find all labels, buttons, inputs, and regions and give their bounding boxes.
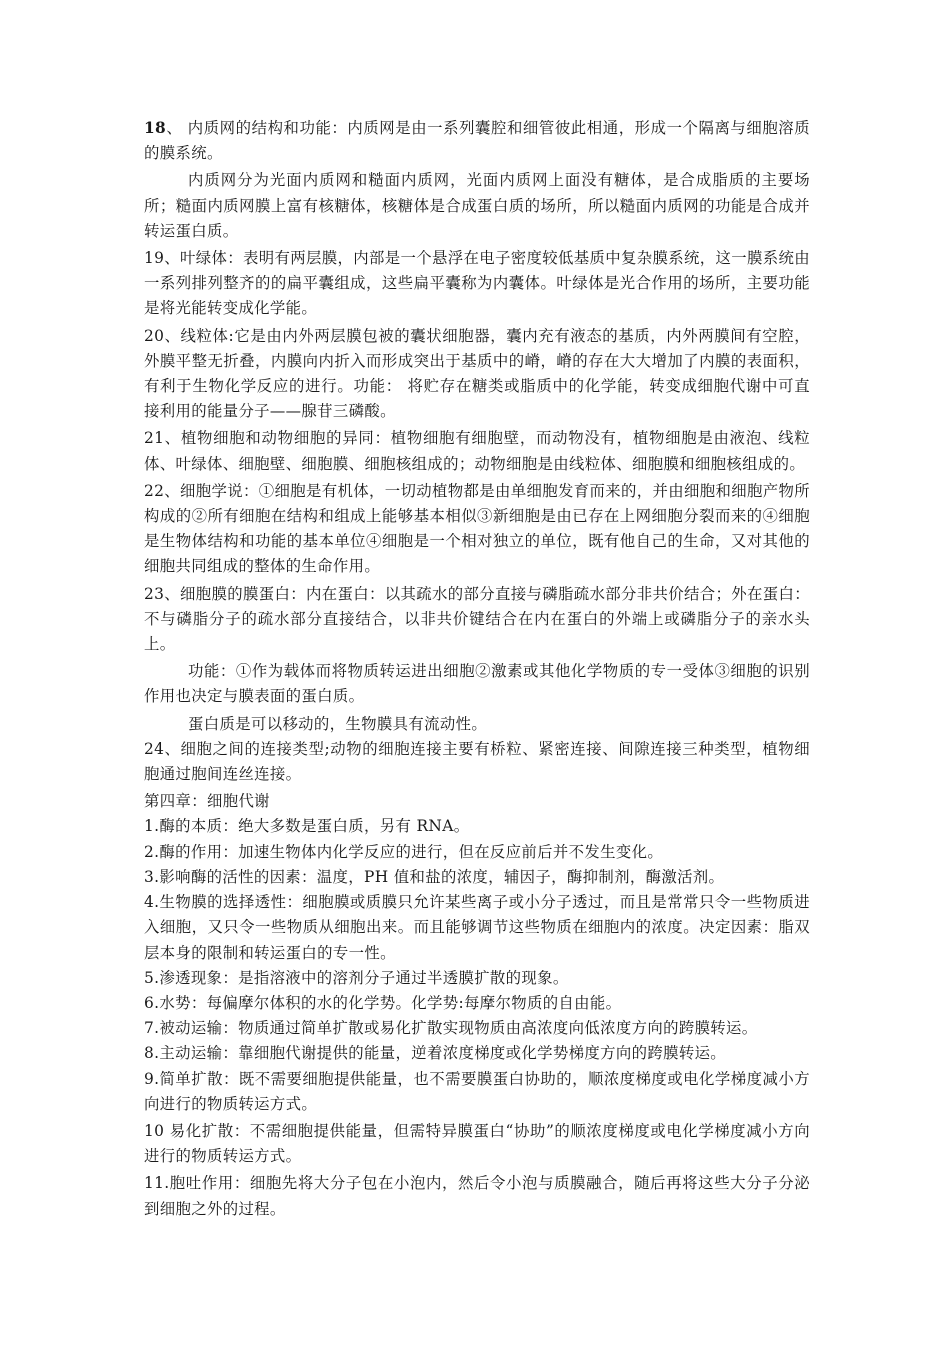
paragraph-19: 19、叶绿体：表明有两层膜，内部是一个悬浮在电子密度较低基质中复杂膜系统，这一膜系统由一系列排列整齐的的扁平囊组成，这些扁平囊称为内囊体。叶绿体是光合作用的场所，主要功能是将光能转变成化学能。 <box>144 249 810 318</box>
item-7: 7.被动运输：物质通过简单扩散或易化扩散实现物质由高浓度向低浓度方向的跨膜转运。 <box>144 1019 758 1038</box>
paragraph-23-function: 功能：①作为载体而将物质转运进出细胞②激素或其他化学物质的专一受体③细胞的识别作用也决定与膜表面的蛋白质。 <box>144 662 810 706</box>
item-8: 8.主动运输：靠细胞代谢提供的能量，逆着浓度梯度或化学势梯度方向的跨膜转运。 <box>144 1044 727 1063</box>
document-page <box>144 116 810 1224</box>
item-3: 3.影响酶的活性的因素：温度，PH 值和盐的浓度，辅因子，酶抑制剂，酶激活剂。 <box>144 867 725 886</box>
paragraph-er-types: 内质网分为光面内质网和糙面内质网，光面内质网上面没有糖体，是合成脂质的主要场所；糙面内质网膜上富有核糖体，核糖体是合成蛋白质的场所，所以糙面内质网的功能是合成并转运蛋白质。 <box>144 171 810 240</box>
paragraph-21: 21、植物细胞和动物细胞的异同：植物细胞有细胞壁，而动物没有，植物细胞是由液泡、线粒体、叶绿体、细胞壁、细胞膜、细胞核组成的；动物细胞是由线粒体、细胞膜和细胞核组成的。 <box>144 429 810 473</box>
paragraph-23: 23、细胞膜的膜蛋白：内在蛋白：以其疏水的部分直接与磷脂疏水部分非共价结合；外在蛋白：不与磷脂分子的疏水部分直接结合，以非共价键结合在内在蛋白的外端上或磷脂分子的亲水头上。 <box>144 584 810 654</box>
item-10: 10 易化扩散：不需细胞提供能量，但需特异膜蛋白“协助”的顺浓度梯度或电化学梯度减小方向进行的物质转运方式。 <box>144 1121 810 1166</box>
chapter-title: 第四章：细胞代谢 <box>144 792 270 811</box>
item-2: 2.酶的作用：加速生物体内化学反应的进行，但在反应前后并不发生变化。 <box>144 842 664 861</box>
paragraph-text: 、 内质网的结构和功能：内质网是由一系列囊腔和细管彼此相通，形成一个隔离与细胞溶质的膜系统。 <box>144 119 810 163</box>
item-6: 6.水势：每偏摩尔体积的水的化学势。化学势:每摩尔物质的自由能。 <box>144 993 622 1012</box>
paragraph-20: 20、线粒体:它是由内外两层膜包被的囊状细胞器，囊内充有液态的基质，内外两膜间有空腔，外膜平整无折叠，内膜向内折入而形成突出于基质中的嵴，嵴的存在大大增加了内膜的表面积，有利于生物化学反应的进行。功能： 将贮存在糖类或脂质中的化学能，转变成细胞代谢中可直接利用的能量分子——腺苷三磷酸。 <box>144 326 810 421</box>
paragraph-number: 18 <box>144 119 167 137</box>
item-9: 9.简单扩散：既不需要细胞提供能量，也不需要膜蛋白协助的，顺浓度梯度或电化学梯度减小方向进行的物质转运方式。 <box>144 1069 810 1113</box>
paragraph-22: 22、细胞学说：①细胞是有机体，一切动植物都是由单细胞发育而来的，并由细胞和细胞产物所构成的②所有细胞在结构和组成上能够基本相似③新细胞是由已存在上网细胞分裂而来的④细胞是生物体结构和功能的基本单位④细胞是一个相对独立的单位，既有他自己的生命，又对其他的细胞共同组成的整体的生命作用。 <box>144 481 810 576</box>
paragraph-23-mobility: 蛋白质是可以移动的，生物膜具有流动性。 <box>188 714 488 733</box>
item-4: 4.生物膜的选择透性：细胞膜或质膜只允许某些离子或小分子透过，而且是常常只令一些物质进入细胞，又只令一些物质从细胞出来。而且能够调节这些物质在细胞内的浓度。决定因素：脂双层本身的限制和转运蛋白的专一性。 <box>144 893 810 962</box>
paragraph-18 <box>144 116 810 166</box>
item-5: 5.渗透现象：是指溶液中的溶剂分子通过半透膜扩散的现象。 <box>144 968 569 987</box>
item-11: 11.胞吐作用：细胞先将大分子包在小泡内，然后令小泡与质膜融合，随后再将这些大分子分泌到细胞之外的过程。 <box>144 1174 810 1218</box>
item-1: 1.酶的本质：绝大多数是蛋白质，另有 RNA。 <box>144 817 470 836</box>
paragraph-24: 24、细胞之间的连接类型;动物的细胞连接主要有桥粒、紧密连接、间隙连接三种类型，植物细胞通过胞间连丝连接。 <box>144 739 810 784</box>
